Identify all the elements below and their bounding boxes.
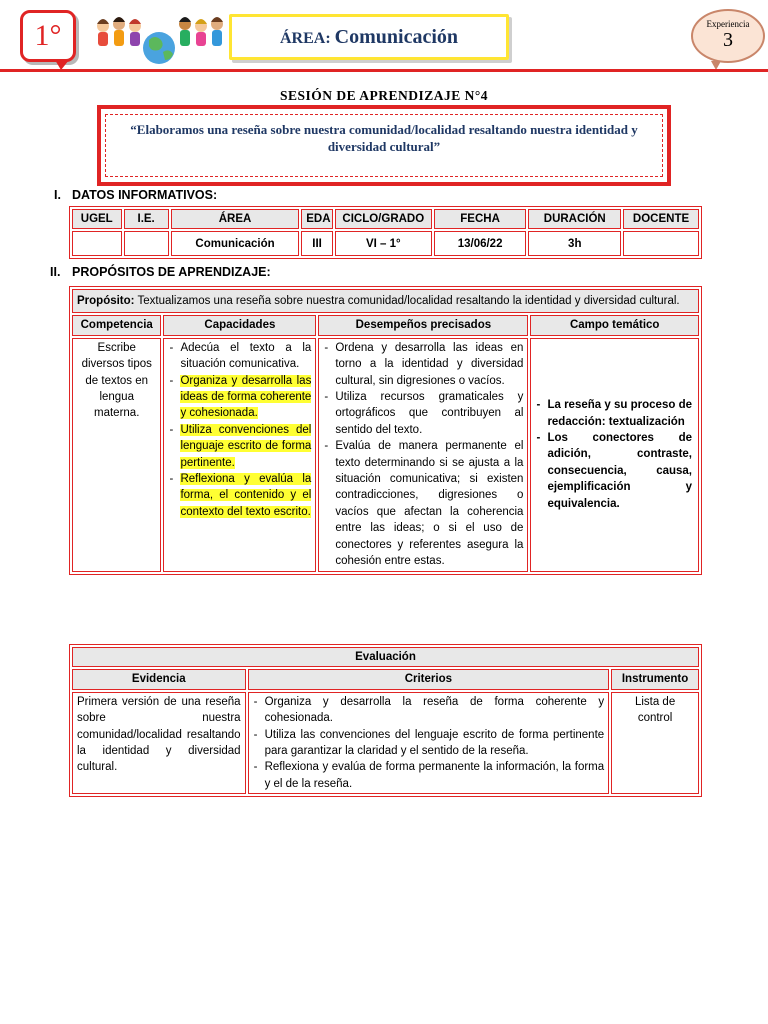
header-cell: UGEL xyxy=(72,209,122,229)
evaluacion-table xyxy=(69,644,702,797)
capacidad-text: Reflexiona y evalúa la forma, el contenido y el contexto del texto escrito. xyxy=(180,473,312,518)
header-cell: DURACIÓN xyxy=(528,209,621,229)
evidencia-header: Evidencia xyxy=(72,669,246,689)
header-cell: FECHA xyxy=(434,209,527,229)
table-header-row xyxy=(72,669,699,689)
ie-value xyxy=(124,231,169,256)
header-cell: EDA xyxy=(301,209,333,229)
section-1-title: DATOS INFORMATIVOS: xyxy=(72,188,218,202)
datos-informativos-table xyxy=(69,206,702,259)
capacidades-cell xyxy=(163,338,316,572)
ugel-value xyxy=(72,231,122,256)
proposito-text: Textualizamos una reseña sobre nuestra comunidad/localidad resaltando la identidad y diversidad cultural. xyxy=(134,295,680,307)
grade-badge xyxy=(20,10,76,62)
header-cell: DOCENTE xyxy=(623,209,699,229)
section-1-number: I. xyxy=(54,188,61,202)
children-globe-illustration xyxy=(93,12,226,64)
campo-tematico-cell xyxy=(530,338,699,572)
section-2-number: II. xyxy=(50,265,61,279)
experience-label: Experiencia xyxy=(706,19,750,29)
area-value: Comunicación xyxy=(334,26,458,48)
propositos-table xyxy=(69,286,702,575)
list-item: - La reseña y su proceso de redacción: textualización xyxy=(535,397,692,430)
eda-value: III xyxy=(301,231,333,256)
header-divider xyxy=(0,69,768,72)
grade-label: 1° xyxy=(34,19,62,52)
fecha-value: 13/06/22 xyxy=(434,231,527,256)
list-item: - Los conectores de adición, contraste, consecuencia, causa, ejemplificación y equivalencia. xyxy=(535,430,692,512)
experience-number: 3 xyxy=(723,29,733,51)
list-item xyxy=(168,340,311,373)
session-title: SESIÓN DE APRENDIZAJE N°4 xyxy=(279,88,489,103)
table-row xyxy=(72,231,699,256)
header-cell: ÁREA xyxy=(171,209,299,229)
list-item xyxy=(168,373,311,422)
list-item xyxy=(168,471,311,520)
criterios-cell xyxy=(248,692,610,794)
list-item: - Organiza y desarrolla la reseña de forma coherente y cohesionada. xyxy=(253,694,605,727)
table-row xyxy=(72,692,699,794)
list-item: - Utiliza las convenciones del lenguaje escrito de forma pertinente para garantizar la claridad y el sentido de la reseña. xyxy=(253,727,605,760)
desempenos-cell xyxy=(318,338,528,572)
area-title-box xyxy=(229,14,509,60)
evaluacion-title: Evaluación xyxy=(72,647,699,667)
session-purpose-box xyxy=(97,105,671,186)
capacidades-header: Capacidades xyxy=(163,315,316,335)
instrumento-cell: Lista de control xyxy=(611,692,699,794)
section-2-title: PROPÓSITOS DE APRENDIZAJE: xyxy=(72,265,271,279)
evidencia-cell: Primera versión de una reseña sobre nuestra comunidad/localidad resaltando la identidad y diversidad cultural. xyxy=(72,692,246,794)
area-label: ÁREA: xyxy=(279,30,331,47)
proposito-row xyxy=(72,289,699,313)
proposito-cell xyxy=(72,289,699,313)
section-1-heading xyxy=(54,188,217,202)
competencia-cell: Escribe diversos tipos de textos en lengua materna. xyxy=(72,338,161,572)
criterios-header: Criterios xyxy=(248,669,610,689)
docente-value xyxy=(623,231,699,256)
duracion-value: 3h xyxy=(528,231,621,256)
header-cell: I.E. xyxy=(124,209,169,229)
evaluacion-title-row xyxy=(72,647,699,667)
session-purpose-text: “Elaboramos una reseña sobre nuestra comunidad/localidad resaltando nuestra identidad y diversidad cultural” xyxy=(105,114,663,177)
instrumento-header: Instrumento xyxy=(611,669,699,689)
list-item: - Evalúa de manera permanente el texto determinando si se ajusta a la situación comunicativa; si existen contradicciones, digresiones o vacíos que afectan la coherencia entre las ideas; o si el uso de conectores y referentes asegura la cohesión entre estas. xyxy=(323,438,523,569)
capacidad-text: Adecúa el texto a la situación comunicativa. xyxy=(180,341,312,371)
list-item: - Ordena y desarrolla las ideas en torno a la identidad y diversidad cultural, sin digresiones o vacíos. xyxy=(323,340,523,389)
proposito-label: Propósito: xyxy=(77,295,135,307)
table-header-row xyxy=(72,209,699,229)
section-2-heading xyxy=(50,265,271,279)
list-item: - Utiliza recursos gramaticales y ortográficos que contribuyen al sentido del texto. xyxy=(323,389,523,438)
desempenos-header: Desempeños precisados xyxy=(318,315,528,335)
campo-tematico-header: Campo temático xyxy=(530,315,699,335)
table-row xyxy=(72,338,699,572)
table-header-row xyxy=(72,315,699,335)
capacidad-text: Organiza y desarrolla las ideas de forma coherente y cohesionada. xyxy=(180,374,312,420)
ciclo-grado-value: VI – 1° xyxy=(335,231,432,256)
experience-badge xyxy=(691,9,765,63)
competencia-header: Competencia xyxy=(72,315,161,335)
list-item xyxy=(168,422,311,471)
header-cell: CICLO/GRADO xyxy=(335,209,432,229)
capacidad-text: Utiliza convenciones del lenguaje escrito de forma pertinente. xyxy=(180,423,312,469)
list-item: - Reflexiona y evalúa de forma permanente la información, la forma y el de la reseña. xyxy=(253,759,605,792)
area-cell-value: Comunicación xyxy=(171,231,299,256)
